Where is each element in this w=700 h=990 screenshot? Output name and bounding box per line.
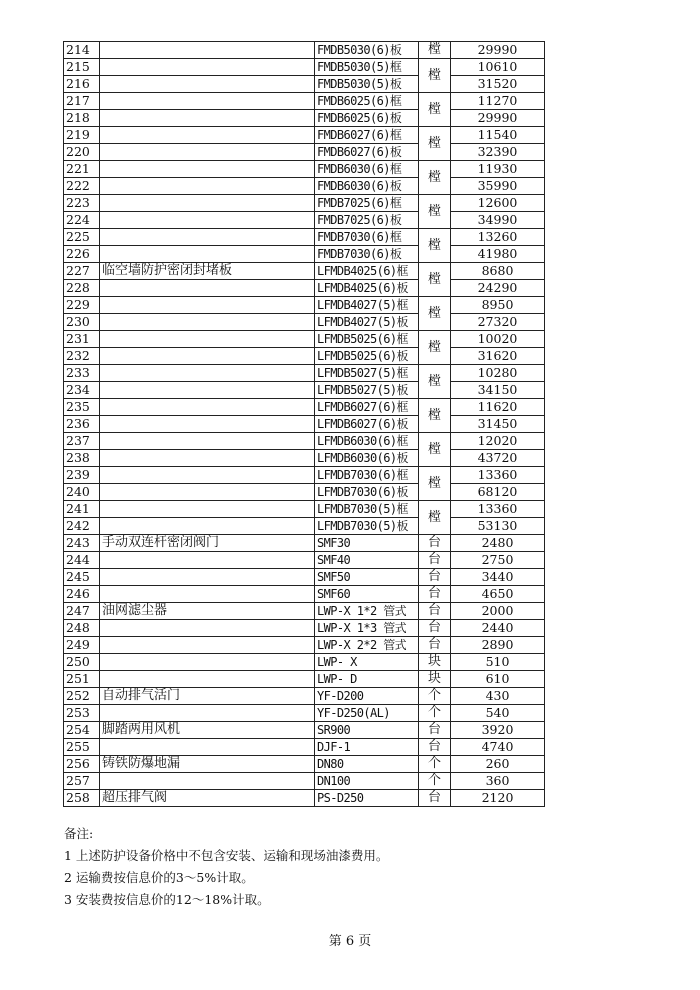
table-row [64, 127, 545, 144]
row-number: 238 [64, 450, 100, 467]
price-value: 2750 [451, 552, 545, 569]
table-row [64, 178, 545, 195]
unit: 台 [419, 586, 451, 603]
table-row [64, 756, 545, 773]
row-number: 219 [64, 127, 100, 144]
row-number: 254 [64, 722, 100, 739]
price-value: 10280 [451, 365, 545, 382]
model-spec: FMDB6025(6)框 [315, 93, 419, 110]
row-number: 246 [64, 586, 100, 603]
price-table-body [64, 42, 545, 807]
row-number: 245 [64, 569, 100, 586]
item-name [100, 229, 315, 246]
page-footer: 第 6 页 [328, 934, 372, 949]
model-spec: LFMDB4025(6)框 [315, 263, 419, 280]
table-row [64, 382, 545, 399]
table-row [64, 348, 545, 365]
item-name [100, 620, 315, 637]
unit: 台 [419, 620, 451, 637]
price-value: 260 [451, 756, 545, 773]
model-spec: LFMDB7030(5)框 [315, 501, 419, 518]
row-number: 255 [64, 739, 100, 756]
model-spec: PS-D250 [315, 790, 419, 807]
model-spec: LWP- D [315, 671, 419, 688]
item-name [100, 382, 315, 399]
row-number: 244 [64, 552, 100, 569]
table-row [64, 688, 545, 705]
item-name: 临空墙防护密闭封堵板 [100, 263, 315, 280]
table-row [64, 365, 545, 382]
row-number: 225 [64, 229, 100, 246]
item-name [100, 739, 315, 756]
model-spec: LFMDB6027(6)框 [315, 399, 419, 416]
unit-merged: 樘 [419, 365, 451, 399]
item-name [100, 569, 315, 586]
row-number: 258 [64, 790, 100, 807]
table-row [64, 501, 545, 518]
row-number: 224 [64, 212, 100, 229]
row-number: 257 [64, 773, 100, 790]
item-name [100, 348, 315, 365]
item-name [100, 93, 315, 110]
unit: 个 [419, 688, 451, 705]
row-number: 223 [64, 195, 100, 212]
table-row [64, 654, 545, 671]
item-name [100, 331, 315, 348]
row-number: 256 [64, 756, 100, 773]
row-number: 252 [64, 688, 100, 705]
price-value: 41980 [451, 246, 545, 263]
item-name [100, 212, 315, 229]
item-name [100, 552, 315, 569]
model-spec: LFMDB6030(6)框 [315, 433, 419, 450]
item-name [100, 501, 315, 518]
price-value: 2480 [451, 535, 545, 552]
row-number: 226 [64, 246, 100, 263]
item-name [100, 399, 315, 416]
item-name [100, 76, 315, 93]
row-number: 214 [64, 42, 100, 59]
table-row [64, 280, 545, 297]
model-spec: LFMDB5025(6)板 [315, 348, 419, 365]
row-number: 227 [64, 263, 100, 280]
row-number: 251 [64, 671, 100, 688]
price-value: 3440 [451, 569, 545, 586]
model-spec: FMDB6030(6)板 [315, 178, 419, 195]
unit-merged: 樘 [419, 263, 451, 297]
price-value: 8950 [451, 297, 545, 314]
row-number: 236 [64, 416, 100, 433]
item-name [100, 314, 315, 331]
unit: 台 [419, 722, 451, 739]
row-number: 253 [64, 705, 100, 722]
model-spec: SMF60 [315, 586, 419, 603]
model-spec: FMDB6027(6)框 [315, 127, 419, 144]
model-spec: FMDB6027(6)板 [315, 144, 419, 161]
unit: 台 [419, 569, 451, 586]
price-value: 11930 [451, 161, 545, 178]
model-spec: FMDB5030(5)框 [315, 59, 419, 76]
price-value: 31620 [451, 348, 545, 365]
item-name [100, 161, 315, 178]
table-row [64, 229, 545, 246]
price-value: 10610 [451, 59, 545, 76]
table-row [64, 467, 545, 484]
table-row [64, 671, 545, 688]
price-value: 360 [451, 773, 545, 790]
price-value: 29990 [451, 110, 545, 127]
row-number: 243 [64, 535, 100, 552]
row-number: 237 [64, 433, 100, 450]
price-value: 2120 [451, 790, 545, 807]
model-spec: FMDB6025(6)板 [315, 110, 419, 127]
table-row [64, 331, 545, 348]
price-value: 3920 [451, 722, 545, 739]
model-spec: LWP- X [315, 654, 419, 671]
row-number: 221 [64, 161, 100, 178]
price-value: 68120 [451, 484, 545, 501]
table-row [64, 484, 545, 501]
model-spec: DN100 [315, 773, 419, 790]
unit-merged: 樘 [419, 467, 451, 501]
model-spec: LWP-X 1*2 管式 [315, 603, 419, 620]
row-number: 248 [64, 620, 100, 637]
item-name: 脚踏两用风机 [100, 722, 315, 739]
model-spec: SR900 [315, 722, 419, 739]
table-row [64, 637, 545, 654]
table-row [64, 535, 545, 552]
table-row [64, 161, 545, 178]
unit-merged: 樘 [419, 433, 451, 467]
item-name [100, 518, 315, 535]
row-number: 231 [64, 331, 100, 348]
unit: 个 [419, 705, 451, 722]
row-number: 228 [64, 280, 100, 297]
row-number: 249 [64, 637, 100, 654]
price-value: 12600 [451, 195, 545, 212]
item-name [100, 280, 315, 297]
item-name [100, 59, 315, 76]
unit: 台 [419, 535, 451, 552]
row-number: 233 [64, 365, 100, 382]
item-name [100, 42, 315, 59]
table-row [64, 620, 545, 637]
model-spec: DN80 [315, 756, 419, 773]
unit: 个 [419, 773, 451, 790]
row-number: 240 [64, 484, 100, 501]
table-row [64, 246, 545, 263]
price-value: 10020 [451, 331, 545, 348]
table-row [64, 739, 545, 756]
unit-merged: 樘 [419, 161, 451, 195]
model-spec: LFMDB4027(5)框 [315, 297, 419, 314]
item-name [100, 433, 315, 450]
table-row [64, 586, 545, 603]
row-number: 250 [64, 654, 100, 671]
unit: 台 [419, 552, 451, 569]
item-name [100, 178, 315, 195]
model-spec: FMDB7025(6)板 [315, 212, 419, 229]
model-spec: LFMDB7030(6)板 [315, 484, 419, 501]
table-row [64, 399, 545, 416]
item-name [100, 773, 315, 790]
model-spec: LFMDB4027(5)板 [315, 314, 419, 331]
model-spec: FMDB7030(6)板 [315, 246, 419, 263]
row-number: 222 [64, 178, 100, 195]
table-row [64, 705, 545, 722]
model-spec: FMDB5030(6)板 [315, 42, 419, 59]
row-number: 239 [64, 467, 100, 484]
row-number: 220 [64, 144, 100, 161]
price-value: 430 [451, 688, 545, 705]
price-value: 53130 [451, 518, 545, 535]
unit: 块 [419, 654, 451, 671]
row-number: 216 [64, 76, 100, 93]
unit: 块 [419, 671, 451, 688]
item-name: 油网滤尘器 [100, 603, 315, 620]
unit-merged: 樘 [419, 127, 451, 161]
model-spec: YF-D200 [315, 688, 419, 705]
table-row [64, 773, 545, 790]
item-name [100, 467, 315, 484]
item-name: 手动双连杆密闭阀门 [100, 535, 315, 552]
item-name [100, 637, 315, 654]
note-item-3: 3 安装费按信息价的12～18%计取。 [64, 892, 270, 907]
unit: 台 [419, 739, 451, 756]
row-number: 218 [64, 110, 100, 127]
unit-merged: 樘 [419, 297, 451, 331]
item-name [100, 705, 315, 722]
price-value: 11620 [451, 399, 545, 416]
price-value: 2890 [451, 637, 545, 654]
row-number: 229 [64, 297, 100, 314]
item-name [100, 195, 315, 212]
item-name [100, 110, 315, 127]
model-spec: FMDB7025(6)框 [315, 195, 419, 212]
model-spec: LWP-X 1*3 管式 [315, 620, 419, 637]
price-value: 31450 [451, 416, 545, 433]
item-name [100, 671, 315, 688]
unit-merged: 樘 [419, 93, 451, 127]
table-row [64, 212, 545, 229]
price-value: 34990 [451, 212, 545, 229]
model-spec: LFMDB5027(5)板 [315, 382, 419, 399]
model-spec: LFMDB5025(6)框 [315, 331, 419, 348]
row-number: 241 [64, 501, 100, 518]
price-value: 510 [451, 654, 545, 671]
model-spec: LFMDB6027(6)板 [315, 416, 419, 433]
row-number: 242 [64, 518, 100, 535]
model-spec: DJF-1 [315, 739, 419, 756]
table-row [64, 569, 545, 586]
unit: 台 [419, 637, 451, 654]
table-row [64, 110, 545, 127]
row-number: 232 [64, 348, 100, 365]
notes-title: 备注: [64, 826, 94, 841]
row-number: 235 [64, 399, 100, 416]
model-spec: SMF40 [315, 552, 419, 569]
unit-merged: 樘 [419, 331, 451, 365]
row-number: 230 [64, 314, 100, 331]
price-value: 610 [451, 671, 545, 688]
item-name: 自动排气活门 [100, 688, 315, 705]
model-spec: FMDB5030(5)板 [315, 76, 419, 93]
table-row [64, 603, 545, 620]
item-name [100, 450, 315, 467]
unit: 台 [419, 603, 451, 620]
row-number: 247 [64, 603, 100, 620]
price-value: 11270 [451, 93, 545, 110]
table-row [64, 42, 545, 59]
table-row [64, 722, 545, 739]
table-row [64, 93, 545, 110]
model-spec: SMF30 [315, 535, 419, 552]
table-row [64, 59, 545, 76]
table-row [64, 552, 545, 569]
unit: 台 [419, 790, 451, 807]
table-row [64, 76, 545, 93]
price-value: 4740 [451, 739, 545, 756]
model-spec: LFMDB5027(5)框 [315, 365, 419, 382]
price-value: 13260 [451, 229, 545, 246]
table-row [64, 433, 545, 450]
model-spec: YF-D250(AL) [315, 705, 419, 722]
price-value: 34150 [451, 382, 545, 399]
row-number: 234 [64, 382, 100, 399]
item-name [100, 416, 315, 433]
price-value: 35990 [451, 178, 545, 195]
table-row [64, 314, 545, 331]
model-spec: FMDB7030(6)框 [315, 229, 419, 246]
model-spec: LFMDB6030(6)板 [315, 450, 419, 467]
price-value: 32390 [451, 144, 545, 161]
item-name [100, 586, 315, 603]
model-spec: SMF50 [315, 569, 419, 586]
table-row [64, 297, 545, 314]
unit-merged: 樘 [419, 195, 451, 229]
model-spec: LWP-X 2*2 管式 [315, 637, 419, 654]
item-name [100, 144, 315, 161]
price-value: 31520 [451, 76, 545, 93]
item-name [100, 484, 315, 501]
price-value: 13360 [451, 467, 545, 484]
unit-merged: 樘 [419, 229, 451, 263]
unit-merged: 樘 [419, 501, 451, 535]
table-row [64, 790, 545, 807]
price-value: 24290 [451, 280, 545, 297]
model-spec: LFMDB7030(5)板 [315, 518, 419, 535]
table-row [64, 416, 545, 433]
note-item-1: 1 上述防护设备价格中不包含安装、运输和现场油漆费用。 [64, 848, 389, 863]
price-value: 13360 [451, 501, 545, 518]
unit-merged: 樘 [419, 399, 451, 433]
price-value: 2000 [451, 603, 545, 620]
item-name: 铸铁防爆地漏 [100, 756, 315, 773]
table-row [64, 144, 545, 161]
price-value: 12020 [451, 433, 545, 450]
item-name: 超压排气阀 [100, 790, 315, 807]
unit: 个 [419, 756, 451, 773]
price-value: 4650 [451, 586, 545, 603]
item-name [100, 365, 315, 382]
price-value: 27320 [451, 314, 545, 331]
table-row [64, 518, 545, 535]
price-value: 8680 [451, 263, 545, 280]
price-value: 540 [451, 705, 545, 722]
row-number: 215 [64, 59, 100, 76]
item-name [100, 246, 315, 263]
item-name [100, 654, 315, 671]
notes [64, 823, 388, 911]
note-item-2: 2 运输费按信息价的3～5%计取。 [64, 870, 254, 885]
price-value: 11540 [451, 127, 545, 144]
price-value: 43720 [451, 450, 545, 467]
unit-merged: 樘 [419, 42, 451, 59]
unit-merged: 樘 [419, 59, 451, 93]
table-row [64, 263, 545, 280]
table-row [64, 195, 545, 212]
model-spec: LFMDB4025(6)板 [315, 280, 419, 297]
item-name [100, 297, 315, 314]
row-number: 217 [64, 93, 100, 110]
price-value: 29990 [451, 42, 545, 59]
price-value: 2440 [451, 620, 545, 637]
item-name [100, 127, 315, 144]
table-row [64, 450, 545, 467]
price-table [63, 41, 545, 807]
model-spec: LFMDB7030(6)框 [315, 467, 419, 484]
model-spec: FMDB6030(6)框 [315, 161, 419, 178]
